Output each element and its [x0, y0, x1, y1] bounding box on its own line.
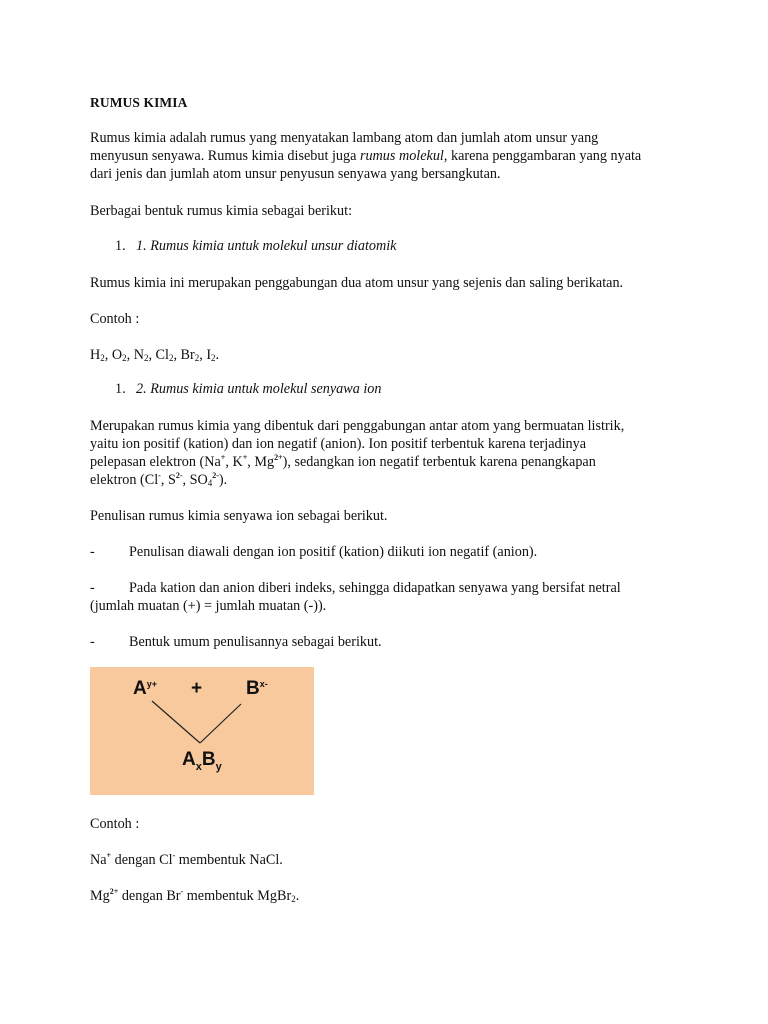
intro-line-3: dari jenis dan jumlah atom unsur penyusun senyawa yang bersangkutan. — [90, 166, 501, 182]
intro-line-1: Rumus kimia adalah rumus yang menyatakan lambang atom dan jumlah atom unsur yang — [90, 130, 599, 146]
term-rumus-molekul: rumus molekul — [359, 148, 444, 164]
section2-para-line-3: pelepasan elektron (Na+, K+, $Mg^{2+}$), sedangkan ion negatif terbentuk karena penangkapan — [90, 453, 596, 470]
examples-label: Contoh : — [90, 816, 140, 832]
diagram-line-right — [200, 704, 241, 743]
section1-desc: Rumus kimia ini merupakan penggabungan dua atom unsur yang sejenis dan saling berikatan. — [90, 275, 624, 291]
bullet-dash: - — [90, 580, 95, 596]
list-number: 1. — [115, 381, 126, 397]
anion-label: $B^{x-}$ — [246, 678, 268, 699]
example-nacl: Na+ dengan Cl- membentuk NaCl. — [90, 851, 283, 868]
section1-heading-text: 1. Rumus kimia untuk molekul unsur diatomik — [136, 238, 397, 254]
section1-examples: $H_2$, $O_2$, $N_2$, $Cl_2$, $Br_2$, $I_2$. — [90, 347, 220, 363]
ionic-formula-diagram — [90, 667, 314, 795]
plus-sign: + — [191, 678, 203, 699]
cation-label: $A^{y+}$ — [133, 678, 157, 699]
product-formula: $A_xB_y$ — [182, 749, 222, 773]
section2-para-line-2: yaitu ion positif (kation) dan ion negatif (anion). Ion positif terbentuk karena terjadinya — [90, 436, 587, 452]
bullet-dash: - — [90, 544, 95, 560]
section1-example-label: Contoh : — [90, 311, 140, 327]
forms-intro: Berbagai bentuk rumus kimia sebagai berikut: — [90, 203, 353, 219]
section2-para-line-1: Merupakan rumus kimia yang dibentuk dari penggabungan antar atom yang bermuatan listrik, — [90, 418, 625, 434]
intro-line-2: menyusun senyawa. Rumus kimia disebut juga rumus molekul, karena penggambaran yang nyata — [90, 148, 642, 164]
bullet-item-continuation: (jumlah muatan (+) = jumlah muatan (-)). — [90, 598, 327, 614]
page-title: RUMUS KIMIA — [90, 95, 188, 110]
diagram-line-left — [152, 701, 200, 743]
writing-intro: Penulisan rumus kimia senyawa ion sebagai berikut. — [90, 508, 388, 524]
list-number: 1. — [115, 238, 126, 254]
bullet-dash: - — [90, 634, 95, 650]
section2-heading-text: 2. Rumus kimia untuk molekul senyawa ion — [136, 381, 382, 397]
section2-para-line-4: elektron (Cl-, $S^{2-}$, $SO_4^{2-}$). — [90, 471, 228, 488]
example-mgbr2: $Mg^{2+}$ dengan Br- membentuk MgBr$_2$. — [90, 887, 300, 904]
